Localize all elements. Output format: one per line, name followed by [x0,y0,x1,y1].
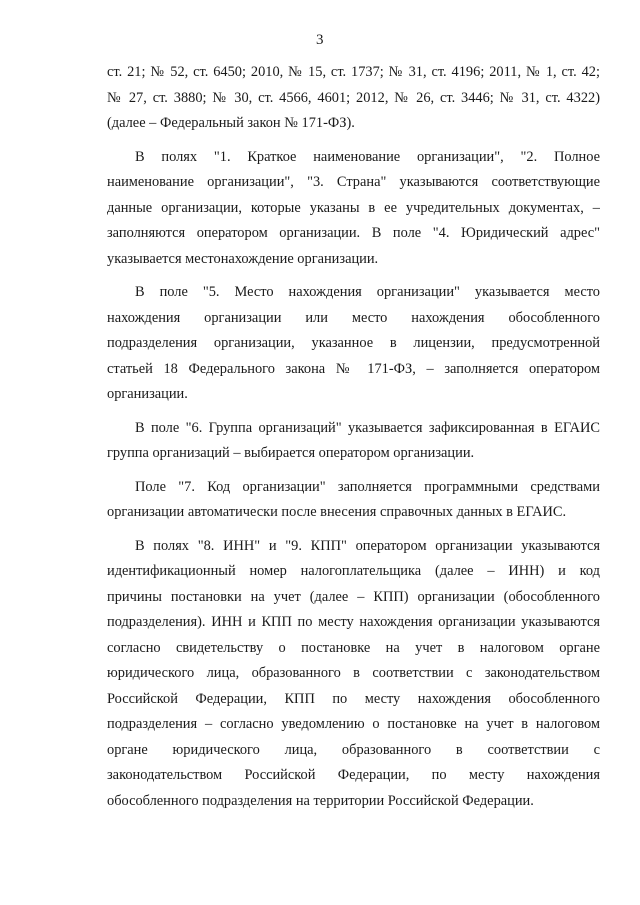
text-line: организации автоматически после внесения справочных данных в ЕГАИС. [107,504,567,520]
text-line: статьей 18 Федерального закона № 171-ФЗ, – заполняется оператором [107,360,600,377]
text-line: органе юридического лица, образованного в соответствии с [107,741,600,758]
document-body [107,60,600,814]
paragraph-gap [107,526,600,534]
text-line: законодательством Российской Федерации, по месту нахождения [107,767,600,783]
paragraph-3 [107,280,600,408]
text-line: обособленного подразделения на территории Российской Федерации. [107,792,534,809]
text-line: данные организации, которые указаны в ее учредительных документах, – [107,199,600,216]
paragraph-2 [107,145,600,273]
text-line: подразделения – согласно уведомлению о постановке на учет в налоговом [107,716,600,732]
text-line: юридического лица, образованного в соответствии с законодательством [107,665,600,681]
paragraph-5 [107,475,600,526]
text-line: ст. 21; № 52, ст. 6450; 2010, № 15, ст. 1737; № 31, ст. 4196; 2011, № 1, ст. 42; [107,64,600,80]
text-line: нахождения организации или место нахождения обособленного [107,309,600,326]
text-line: В поле "6. Группа организаций" указывается зафиксированная в ЕГАИС [135,419,600,436]
text-line: причины постановки на учет (далее – КПП) организации (обособленного [107,588,600,605]
text-line: согласно свидетельству о постановке на учет в налоговом органе [107,639,600,656]
paragraph-4 [107,416,600,467]
text-line: указывается местонахождение организации. [107,250,379,267]
paragraph-gap [107,467,600,475]
paragraph-6 [107,534,600,815]
text-line: заполняются оператором организации. В поле "4. Юридический адрес" [107,225,600,241]
text-line: организации. [107,386,188,402]
text-line: подразделения организации, указанное в лицензии, предусмотренной [107,335,600,351]
text-line: наименование организации", "3. Страна" указываются соответствующие [107,174,600,190]
text-line: идентификационный номер налогоплательщика (далее – ИНН) и код [107,563,600,579]
text-line: В полях "1. Краткое наименование организации", "2. Полное [135,148,600,165]
paragraph-gap [107,272,600,280]
text-line: Поле "7. Код организации" заполняется программными средствами [135,478,600,495]
text-line: (далее – Федеральный закон № 171-ФЗ). [107,115,355,131]
text-line: группа организаций – выбирается оператором организации. [107,445,475,461]
text-line: В полях "8. ИНН" и "9. КПП" оператором организации указываются [135,537,600,554]
paragraph-gap [107,137,600,145]
paragraph-gap [107,408,600,416]
text-line: Российской Федерации, КПП по месту нахождения обособленного [107,690,600,707]
paragraph-1 [107,60,600,137]
text-line: В поле "5. Место нахождения организации" указывается место [135,284,600,300]
text-line: № 27, ст. 3880; № 30, ст. 4566, 4601; 2012, № 26, ст. 3446; № 31, ст. 4322) [107,89,600,106]
page-number: 3 [316,32,324,48]
text-line: подразделения). ИНН и КПП по месту нахождения организации указываются [107,614,600,630]
